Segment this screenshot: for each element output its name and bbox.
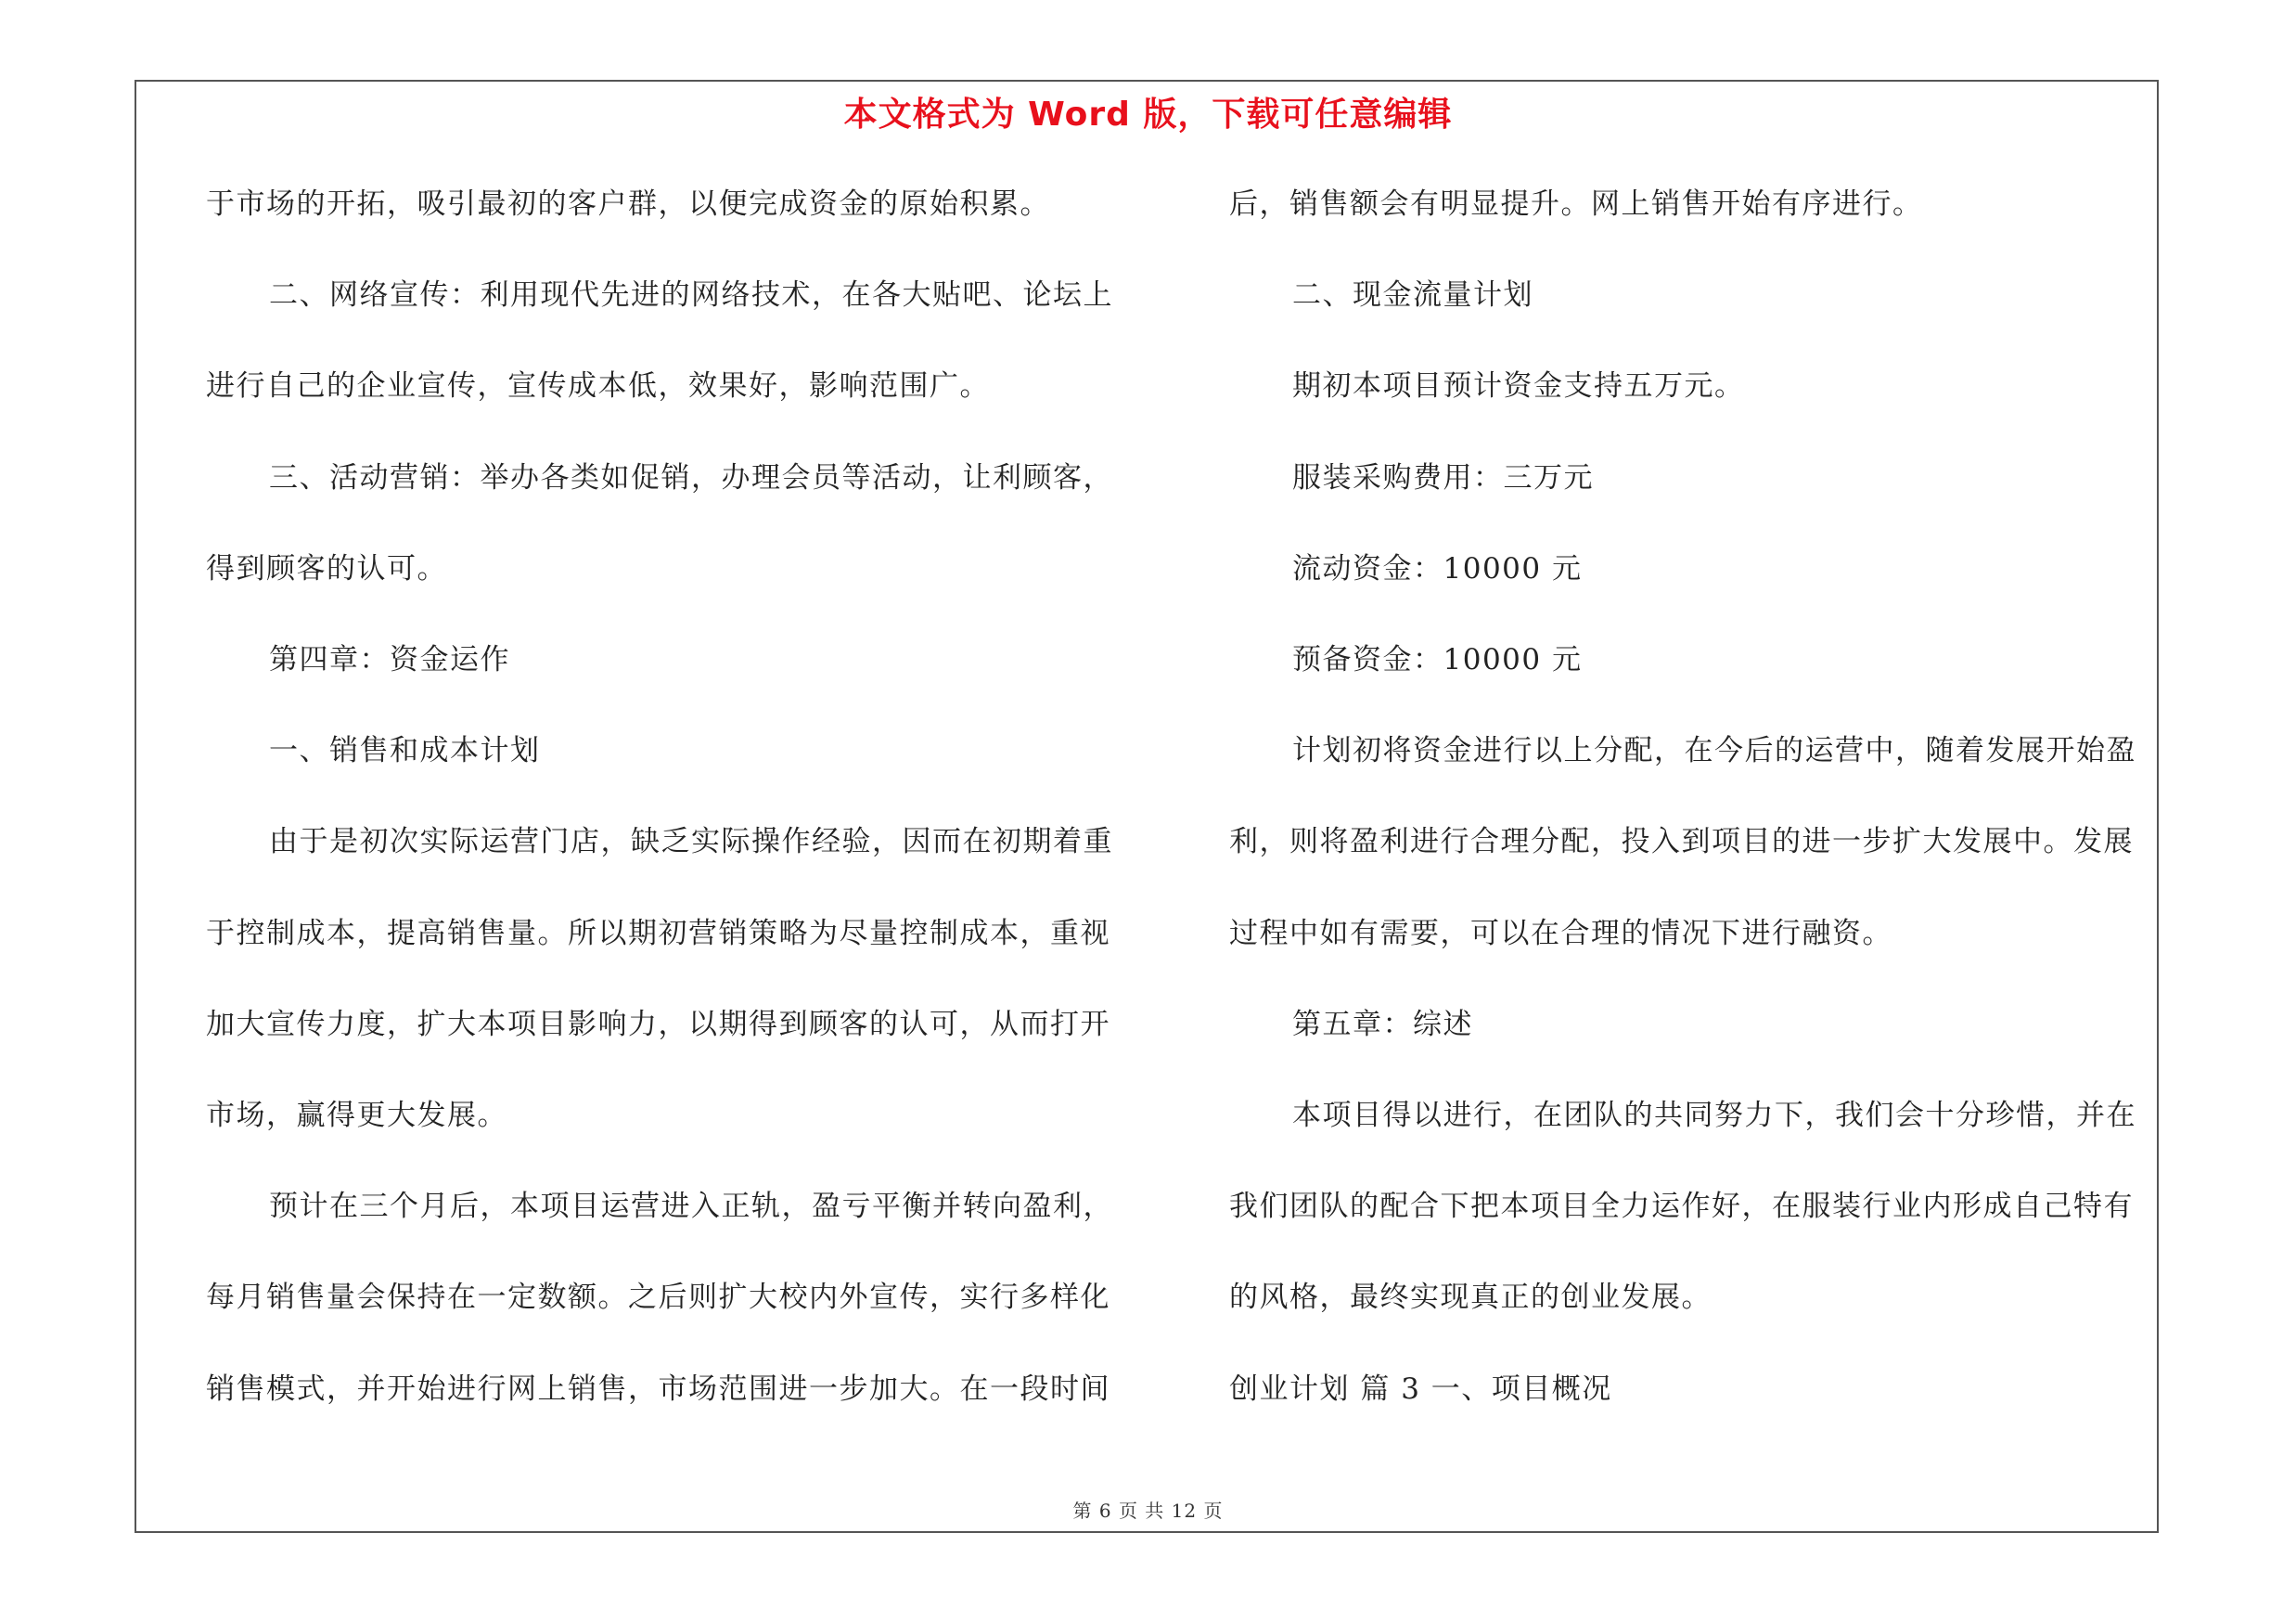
text-line: 得到顾客的认可。: [206, 551, 447, 586]
text-line: 利，则将盈利进行合理分配，投入到项目的进一步扩大发展中。发展: [1229, 825, 2134, 859]
text-line: 预备资金：10000 元: [1292, 643, 1583, 676]
text-line: 二、现金流量计划: [1292, 278, 1533, 313]
text-line: 一、销售和成本计划: [269, 734, 541, 768]
text-line: 市场，赢得更大发展。: [206, 1099, 507, 1132]
text-line: 后，销售额会有明显提升。网上销售开始有序进行。: [1229, 187, 1923, 221]
text-line: 由于是初次实际运营门店，缺乏实际操作经验，因而在初期着重: [269, 825, 1113, 859]
text-line: 预计在三个月后，本项目运营进入正轨，盈亏平衡并转向盈利，: [269, 1190, 1113, 1224]
text-line: 每月销售量会保持在一定数额。之后则扩大校内外宣传，实行多样化: [206, 1281, 1110, 1315]
text-line: 第四章：资金运作: [269, 643, 510, 676]
text-line: 二、网络宣传：利用现代先进的网络技术，在各大贴吧、论坛上: [269, 278, 1113, 313]
word-format-banner: 本文格式为 Word 版，下载可任意编辑: [843, 96, 1453, 134]
text-line: 销售模式，并开始进行网上销售，市场范围进一步加大。在一段时间: [206, 1372, 1110, 1406]
text-line: 服装采购费用：三万元: [1292, 460, 1594, 495]
text-line: 本项目得以进行，在团队的共同努力下，我们会十分珍惜，并在: [1292, 1099, 2136, 1132]
text-line: 过程中如有需要，可以在合理的情况下进行融资。: [1229, 916, 1892, 950]
text-line: 三、活动营销：举办各类如促销，办理会员等活动，让利顾客，: [269, 460, 1113, 495]
page-number-footer: 第 6 页 共 12 页: [1072, 1500, 1224, 1522]
text-line: 第五章：综述: [1292, 1007, 1473, 1041]
text-line: 的风格，最终实现真正的创业发展。: [1229, 1281, 1712, 1315]
text-line: 创业计划 篇 3 一、项目概况: [1229, 1372, 1612, 1406]
text-line: 流动资金：10000 元: [1292, 551, 1583, 586]
text-line: 于控制成本，提高销售量。所以期初营销策略为尽量控制成本，重视: [206, 916, 1110, 950]
text-line: 期初本项目预计资金支持五万元。: [1292, 369, 1745, 404]
text-line: 进行自己的企业宣传，宣传成本低，效果好，影响范围广。: [206, 369, 990, 404]
text-line: 计划初将资金进行以上分配，在今后的运营中，随着发展开始盈: [1292, 734, 2136, 768]
text-line: 于市场的开拓，吸引最初的客户群，以便完成资金的原始积累。: [206, 187, 1050, 221]
text-line: 加大宣传力度，扩大本项目影响力，以期得到顾客的认可，从而打开: [206, 1007, 1110, 1041]
text-line: 我们团队的配合下把本项目全力运作好，在服装行业内形成自己特有: [1229, 1190, 2134, 1224]
